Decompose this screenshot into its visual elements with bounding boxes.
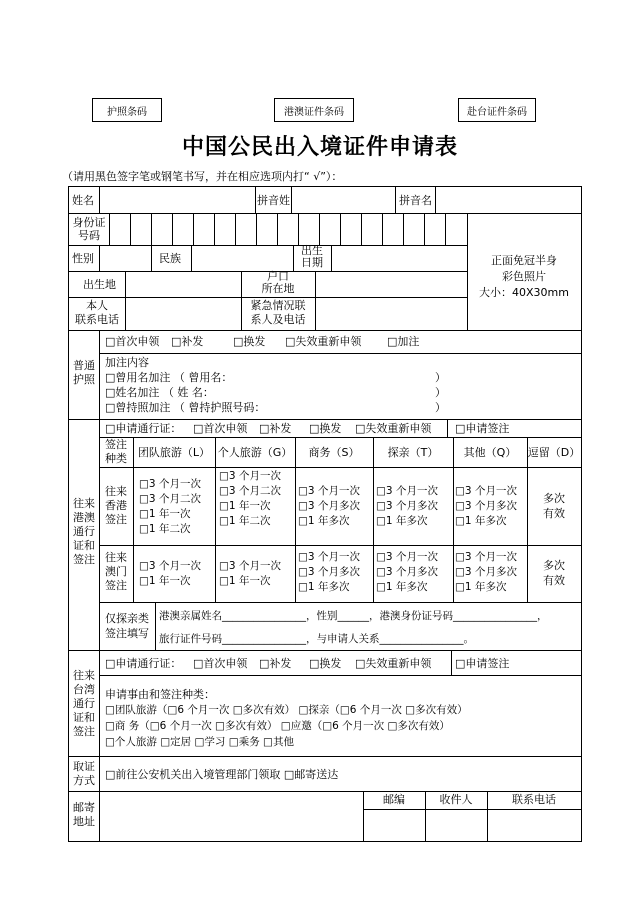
hk-visit-opt-2[interactable]: □3 个月多次 <box>376 500 438 512</box>
mo-indiv-opt-1[interactable]: □3 个月一次 <box>219 560 281 572</box>
tw-reason-header: 申请事由和签注种类： <box>105 688 215 701</box>
photo-text-line3: 大小：40X30mm <box>479 286 569 299</box>
taiwan-barcode-box <box>458 98 536 122</box>
mo-biz-opt-3[interactable]: □1 年多次 <box>298 581 350 593</box>
passport-option-annotate[interactable]: □加注 <box>387 335 420 348</box>
phone-label <box>69 299 125 327</box>
tw-option-renew[interactable]: □换发 <box>309 657 342 670</box>
emergency-contact-label <box>241 299 315 327</box>
mo-biz-opt-1[interactable]: □3 个月一次 <box>298 551 360 563</box>
mo-individual-options[interactable] <box>219 559 281 589</box>
mail-address-field[interactable] <box>99 791 363 841</box>
hk-team-opt-2[interactable]: □3 个月二次 <box>139 493 201 505</box>
tw-reason-line3[interactable]: □个人旅游 □定居 □学习 □乘务 □其他 <box>105 736 294 748</box>
relative-info-line1[interactable]: 港澳亲属姓名________________，性别______，港澳身份证号码________________， <box>159 610 548 622</box>
application-form <box>68 186 582 842</box>
hk-indiv-opt-3[interactable]: □1 年一次 <box>219 500 271 512</box>
photo-area[interactable] <box>467 253 581 301</box>
hk-team-opt-1[interactable]: □3 个月一次 <box>139 478 201 490</box>
hk-endorsement-label: 往来 香港 签注 <box>105 485 127 526</box>
annotation-name[interactable]: □姓名加注 （ 姓 名： <box>105 386 214 399</box>
hkmo-option-invalid[interactable]: □失效重新申领 <box>355 422 432 435</box>
emerg-label-line2: 系人及电话 <box>250 313 306 326</box>
phone-label-line2: 联系电话 <box>75 313 119 326</box>
ethnicity-label: 民族 <box>159 252 181 265</box>
mail-address-label: 邮寄 地址 <box>73 801 95 828</box>
passport-barcode-label: 护照条码 <box>107 106 147 118</box>
hk-individual-options[interactable] <box>219 469 281 529</box>
passport-barcode-box <box>92 98 162 122</box>
birthplace-label: 出生地 <box>83 278 116 291</box>
hk-indiv-opt-2[interactable]: □3 个月二次 <box>219 485 281 497</box>
phone-label-line1: 本人 <box>86 299 108 312</box>
relative-only-label: 仅探亲类 签注填写 <box>105 612 149 640</box>
taiwan-barcode-label: 赴台证件条码 <box>467 106 527 118</box>
hk-indiv-opt-4[interactable]: □1 年二次 <box>219 515 271 527</box>
passport-option-invalid[interactable]: □失效重新申领 <box>285 335 362 348</box>
pinyin-surname-label: 拼音姓 <box>257 194 290 207</box>
gender-label: 性别 <box>72 252 94 265</box>
hk-team-options[interactable] <box>139 477 201 537</box>
hkmo-option-renew[interactable]: □换发 <box>309 422 342 435</box>
taiwan-section-label: 往来 台湾 通行 证和 签注 <box>73 669 95 738</box>
pinyin-given-label: 拼音名 <box>399 194 432 207</box>
id-label-line2: 号码 <box>78 229 100 242</box>
hukou-label <box>241 271 315 295</box>
annotation-close-paren-2: ） <box>435 386 446 399</box>
pickup-options[interactable]: □前往公安机关出入境管理部门领取 □邮寄送达 <box>105 768 339 781</box>
mo-other-opt-1[interactable]: □3 个月一次 <box>455 551 517 563</box>
tw-apply-endorsement[interactable]: □申请签注 <box>455 657 510 670</box>
annotation-close-paren-1: ） <box>435 371 446 384</box>
tw-option-invalid[interactable]: □失效重新申领 <box>355 657 432 670</box>
mo-indiv-opt-2[interactable]: □1 年一次 <box>219 575 271 587</box>
col-stay: 逗留（D） <box>527 446 581 459</box>
hkmo-barcode-label: 港澳证件条码 <box>284 106 344 118</box>
mo-visit-options[interactable] <box>376 550 438 595</box>
annotation-former-passport[interactable]: □曾持照加注 （ 曾持护照号码： <box>105 401 266 414</box>
mo-other-opt-2[interactable]: □3 个月多次 <box>455 566 517 578</box>
tw-reason-line2[interactable]: □商 务（□6 个月一次 □多次有效） □应邀（□6 个月一次 □多次有效） <box>105 720 450 732</box>
col-business: 商务（S） <box>308 446 360 459</box>
hk-biz-opt-1[interactable]: □3 个月一次 <box>298 485 360 497</box>
hukou-label-line1: 户口 <box>267 270 289 283</box>
mo-visit-opt-1[interactable]: □3 个月一次 <box>376 551 438 563</box>
hkmo-section-label: 往来 港澳 通行 证和 签注 <box>73 497 95 566</box>
birth-label-line2: 日期 <box>301 256 323 269</box>
tw-option-reissue[interactable]: □补发 <box>259 657 292 670</box>
mo-stay-text: 多次 有效 <box>543 559 565 587</box>
postcode-label: 邮编 <box>383 793 405 806</box>
photo-text-line2: 彩色照片 <box>502 270 546 283</box>
hk-stay-text: 多次 有效 <box>543 492 565 520</box>
hkmo-option-first[interactable]: □首次申领 <box>193 422 248 435</box>
hkmo-apply-endorsement[interactable]: □申请签注 <box>455 422 510 435</box>
hk-business-options[interactable] <box>298 484 360 529</box>
hk-other-opt-2[interactable]: □3 个月多次 <box>455 500 517 512</box>
col-other: 其他（Q） <box>463 446 517 459</box>
mo-endorsement-label: 往来 澳门 签注 <box>105 551 127 592</box>
hk-team-opt-3[interactable]: □1 年一次 <box>139 508 191 520</box>
mo-biz-opt-2[interactable]: □3 个月多次 <box>298 566 360 578</box>
name-label: 姓名 <box>72 194 94 207</box>
id-number-label <box>69 216 109 242</box>
hkmo-apply-permit[interactable]: □申请通行证： <box>105 422 182 435</box>
hk-biz-opt-2[interactable]: □3 个月多次 <box>298 500 360 512</box>
hk-other-opt-1[interactable]: □3 个月一次 <box>455 485 517 497</box>
hk-team-opt-4[interactable]: □1 年二次 <box>139 523 191 535</box>
pickup-label: 取证 方式 <box>73 760 95 787</box>
form-title: 中国公民出入境证件申请表 <box>181 134 458 160</box>
emerg-label-line1: 紧急情况联 <box>250 299 306 312</box>
instruction-text: （请用黑色签字笔或钢笔书写，并在相应选项内打“ √”）： <box>62 170 343 183</box>
tw-reason-line1[interactable]: □团队旅游（□6 个月一次 □多次有效） □探亲（□6 个月一次 □多次有效） <box>105 704 468 716</box>
passport-option-reissue[interactable]: □补发 <box>171 335 204 348</box>
mo-other-options[interactable] <box>455 550 517 595</box>
relative-info-line2[interactable]: 旅行证件号码________________，与申请人关系________________。 <box>159 633 474 645</box>
col-team-tour: 团队旅游（L） <box>137 446 211 459</box>
contact-phone-label: 联系电话 <box>512 793 556 806</box>
birth-label-line1: 出生 <box>301 244 323 257</box>
hk-other-options[interactable] <box>455 484 517 529</box>
hk-indiv-opt-1[interactable]: □3 个月一次 <box>219 470 281 482</box>
passport-section-label: 普通 护照 <box>73 359 95 386</box>
passport-option-renew[interactable]: □换发 <box>233 335 266 348</box>
hk-biz-opt-3[interactable]: □1 年多次 <box>298 515 350 527</box>
birth-date-label <box>293 245 331 269</box>
col-family-visit: 探亲（T） <box>387 446 439 459</box>
hkmo-barcode-box <box>274 98 354 122</box>
hk-visit-opt-3[interactable]: □1 年多次 <box>376 515 428 527</box>
name-field[interactable] <box>99 189 255 211</box>
annotation-close-paren-3: ） <box>435 401 446 414</box>
col-individual-tour: 个人旅游（G） <box>217 446 293 459</box>
tw-option-first[interactable]: □首次申领 <box>193 657 248 670</box>
annotation-former-name[interactable]: □曾用名加注 （ 曾用名： <box>105 371 233 384</box>
hukou-label-line2: 所在地 <box>261 282 295 295</box>
tw-apply-permit[interactable]: □申请通行证： <box>105 657 182 670</box>
hk-visit-opt-1[interactable]: □3 个月一次 <box>376 485 438 497</box>
mo-team-opt-1[interactable]: □3 个月一次 <box>139 560 201 572</box>
mo-visit-opt-3[interactable]: □1 年多次 <box>376 581 428 593</box>
hk-other-opt-3[interactable]: □1 年多次 <box>455 515 507 527</box>
mo-other-opt-3[interactable]: □1 年多次 <box>455 581 507 593</box>
mo-business-options[interactable] <box>298 550 360 595</box>
mo-team-options[interactable] <box>139 559 201 589</box>
mo-team-opt-2[interactable]: □1 年一次 <box>139 575 191 587</box>
annotation-header: 加注内容 <box>105 356 149 369</box>
hkmo-option-reissue[interactable]: □补发 <box>259 422 292 435</box>
recipient-label: 收件人 <box>439 793 473 806</box>
id-label-line1: 身份证 <box>72 216 106 229</box>
photo-text-line1: 正面免冠半身 <box>491 254 557 267</box>
mo-visit-opt-2[interactable]: □3 个月多次 <box>376 566 438 578</box>
endorsement-type-header: 签注 种类 <box>105 438 127 465</box>
hk-visit-options[interactable] <box>376 484 438 529</box>
passport-option-first[interactable]: □首次申领 <box>105 335 160 348</box>
